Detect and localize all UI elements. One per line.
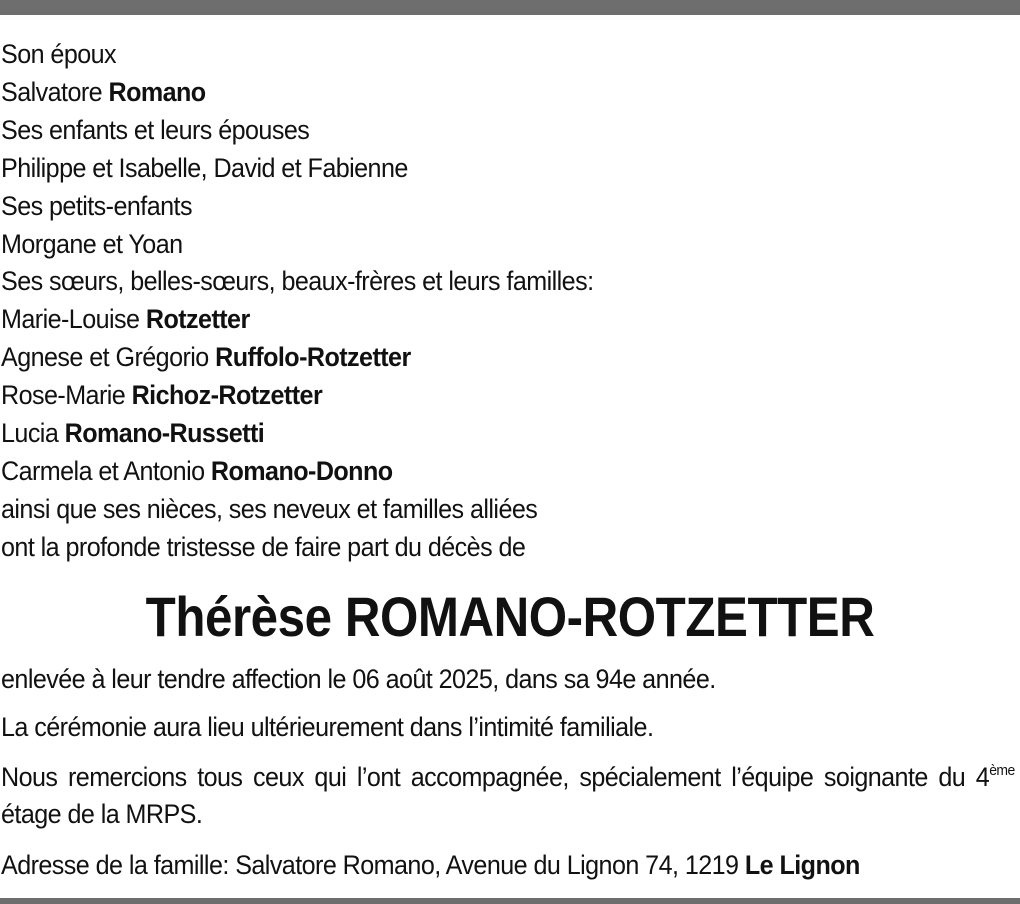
- family-list: [1, 36, 945, 567]
- thanks-text: Nous remercions tous ceux qui l’ont accompagnée, spécialement l’équipe soignante du 4ème étage de la MRPS.: [1, 762, 1015, 829]
- family-line: Agnese et Grégorio Ruffolo-Rotzetter: [1, 342, 411, 373]
- family-line: ont la profonde tristesse de faire part du décès de: [1, 531, 526, 562]
- floor-superscript: ème: [989, 762, 1015, 779]
- deceased-name: Thérèse ROMANO-ROTZETTER: [145, 585, 875, 648]
- ceremony-text: La cérémonie aura lieu ultérieurement dans l’intimité familiale.: [1, 712, 654, 742]
- family-line: Lucia Romano-Russetti: [1, 418, 265, 449]
- family-line: Marie-Louise Rotzetter: [1, 304, 250, 335]
- family-line: ainsi que ses nièces, ses neveux et familles alliées: [1, 493, 538, 524]
- family-line: Morgane et Yoan: [1, 228, 183, 259]
- top-rule: [0, 0, 1020, 15]
- family-line: Ses petits-enfants: [1, 190, 192, 221]
- family-line: Philippe et Isabelle, David et Fabienne: [1, 152, 408, 183]
- family-address: Adresse de la famille: Salvatore Romano, Avenue du Lignon 74, 1219 Le Lignon: [1, 850, 860, 880]
- family-line: Rose-Marie Richoz-Rotzetter: [1, 380, 323, 411]
- family-line: Salvatore Romano: [1, 76, 206, 107]
- address-town: Le Lignon: [744, 850, 860, 880]
- family-line: Carmela et Antonio Romano-Donno: [1, 455, 393, 486]
- family-line: Ses enfants et leurs épouses: [1, 114, 310, 145]
- announcement-text: enlevée à leur tendre affection le 06 août 2025, dans sa 94e année.: [1, 664, 716, 694]
- family-line: Son époux: [1, 39, 117, 69]
- bottom-rule: [0, 898, 1020, 904]
- family-line: Ses sœurs, belles-sœurs, beaux-frères et leurs familles:: [1, 266, 594, 297]
